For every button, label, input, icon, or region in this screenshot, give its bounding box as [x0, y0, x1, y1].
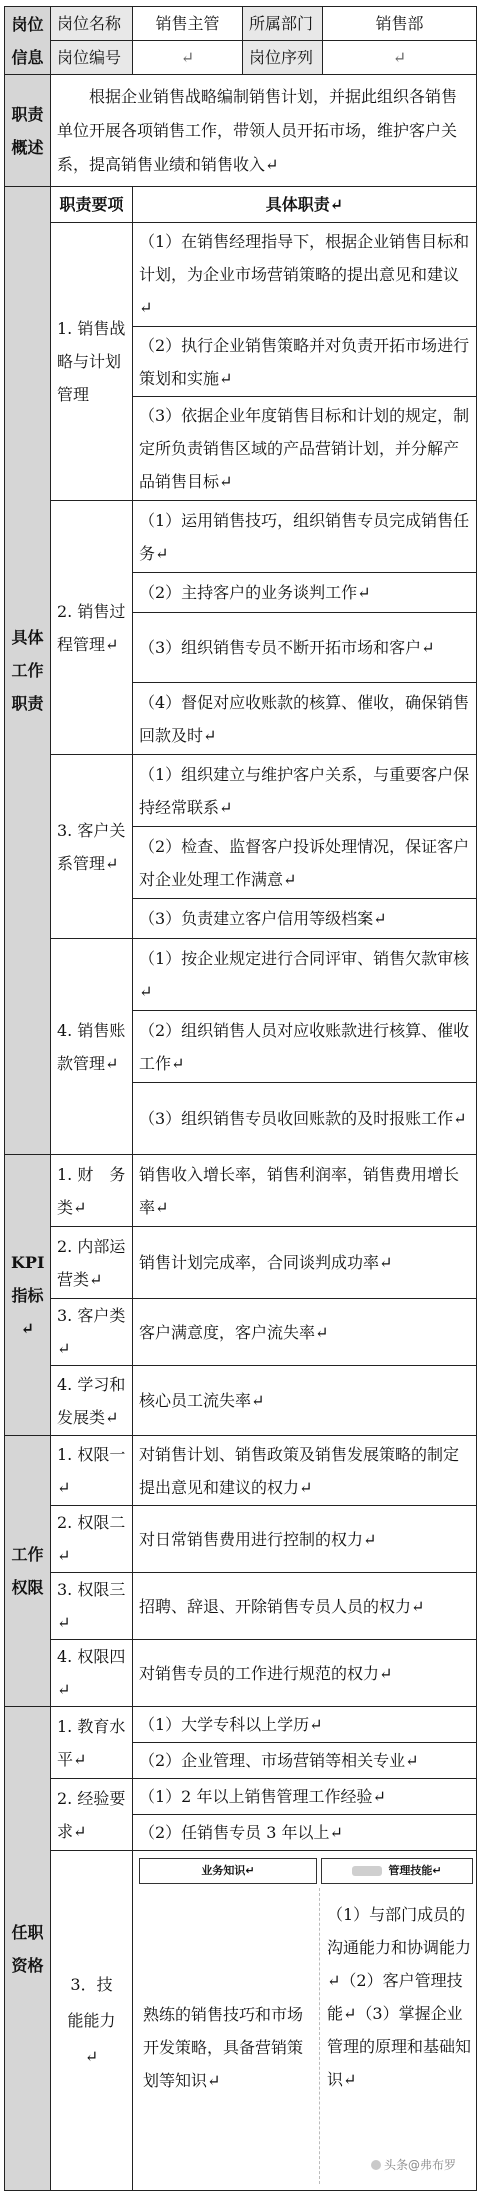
qualification-value: （1）2 年以上销售管理工作经验↵	[133, 1779, 477, 1815]
field-value: ↵	[323, 41, 477, 75]
duty-item: （3）组织销售专员收回账款的及时报账工作↵	[133, 1083, 477, 1155]
authority-key: 4. 权限四↵	[51, 1640, 133, 1707]
job-description-table	[4, 6, 477, 2191]
kpi-category: 3. 客户类↵	[51, 1299, 133, 1366]
business-knowledge-text: 熟练的销售技巧和市场开发策略，具备营销策划等知识↵	[143, 2004, 304, 2090]
blurred-mark	[352, 1866, 382, 1876]
duty-item: （1）运用销售技巧，组织销售专员完成销售任务↵	[133, 501, 477, 573]
kpi-value: 核心员工流失率↵	[133, 1366, 477, 1436]
field-value: 销售主管	[133, 7, 243, 41]
authority-value: 对销售计划、销售政策及销售发展策略的制定提出意见和建议的权力↵	[133, 1436, 477, 1506]
tab-business-knowledge: 业务知识↵	[139, 1858, 317, 1884]
kpi-category: 1. 财 务类↵	[51, 1155, 133, 1227]
field-key: 所属部门	[243, 7, 323, 41]
kpi-value: 销售收入增长率，销售利润率，销售费用增长率↵	[133, 1155, 477, 1227]
watermark: 头条@弗布罗	[371, 2149, 456, 2182]
duty-item: （2）主持客户的业务谈判工作↵	[133, 573, 477, 613]
section-label-qualification: 任职资格	[5, 1707, 51, 2191]
business-knowledge-column	[133, 1888, 320, 2184]
qualification-value: （1）大学专科以上学历↵	[133, 1707, 477, 1743]
duty-item: （2）检查、监督客户投诉处理情况，保证客户对企业处理工作满意↵	[133, 827, 477, 899]
section-label-basic: 岗位信息	[5, 7, 51, 75]
duty-item: （1）组织建立与维护客户关系，与重要客户保持经常联系↵	[133, 755, 477, 827]
tab-management-skills: 管理技能↵	[321, 1858, 473, 1884]
qualification-value: （2）任销售专员 3 年以上↵	[133, 1815, 477, 1851]
qualification-key: 1. 教育水平↵	[51, 1707, 133, 1779]
duty-item: （3）依据企业年度销售目标和计划的规定，制定所负责销售区域的产品营销计划，并分解产品销售目标↵	[133, 397, 477, 501]
duty-col-header: 具体职责↵	[133, 187, 477, 223]
kpi-category: 2. 内部运营类↵	[51, 1227, 133, 1299]
watermark-logo-icon	[371, 2160, 381, 2170]
authority-value: 招聘、辞退、开除销售专员人员的权力↵	[133, 1573, 477, 1640]
section-label-duties: 具体工作职责	[5, 187, 51, 1155]
qualification-key: 2. 经验要求↵	[51, 1779, 133, 1851]
authority-key: 3. 权限三↵	[51, 1573, 133, 1640]
authority-key: 2. 权限二↵	[51, 1506, 133, 1573]
kpi-value: 客户满意度，客户流失率↵	[133, 1299, 477, 1366]
duty-item: （1）在销售经理指导下，根据企业销售目标和计划，为企业市场营销策略的提出意见和建议↵	[133, 223, 477, 327]
skill-competency-cell	[133, 1851, 477, 2191]
authority-key: 1. 权限一↵	[51, 1436, 133, 1506]
section-label-kpi: KPI指标↵	[5, 1155, 51, 1436]
kpi-value: 销售计划完成率，合同谈判成功率↵	[133, 1227, 477, 1299]
duty-group-name: 4. 销售账款管理↵	[51, 939, 133, 1155]
authority-value: 对销售专员的工作进行规范的权力↵	[133, 1640, 477, 1707]
duty-group-name: 3. 客户关系管理↵	[51, 755, 133, 939]
duty-item: （3）组织销售专员不断开拓市场和客户↵	[133, 613, 477, 683]
field-key: 岗位名称	[51, 7, 133, 41]
duty-group-name: 2. 销售过程管理↵	[51, 501, 133, 755]
duty-col-header: 职责要项	[51, 187, 133, 223]
duty-item: （4）督促对应收账款的核算、催收，确保销售回款及时↵	[133, 683, 477, 755]
duty-item: （3）负责建立客户信用等级档案↵	[133, 899, 477, 939]
field-value: 销售部	[323, 7, 477, 41]
qualification-value: （2）企业管理、市场营销等相关专业↵	[133, 1743, 477, 1779]
kpi-category: 4. 学习和发展类↵	[51, 1366, 133, 1436]
management-skills-column	[321, 1888, 476, 2184]
field-key: 岗位序列	[243, 41, 323, 75]
field-value: ↵	[133, 41, 243, 75]
summary-text: 根据企业销售战略编制销售计划，并据此组织各销售单位开展各项销售工作，带领人员开拓市场，维护客户关系，提高销售业绩和销售收入↵	[51, 75, 477, 187]
management-skills-text: （1）与部门成员的沟通能力和协调能力↵（2）客户管理技能↵（3）掌握企业管理的原理和基础知识↵	[327, 1904, 472, 2089]
duty-group-name: 1. 销售战略与计划管理	[51, 223, 133, 501]
field-key: 岗位编号	[51, 41, 133, 75]
duty-item: （2）组织销售人员对应收账款进行核算、催收工作↵	[133, 1011, 477, 1083]
authority-value: 对日常销售费用进行控制的权力↵	[133, 1506, 477, 1573]
section-label-summary: 职责概述	[5, 75, 51, 187]
duty-item: （2）执行企业销售策略并对负责开拓市场进行策划和实施↵	[133, 327, 477, 397]
qualification-key: 3．技能能力↵	[51, 1851, 133, 2191]
section-label-authority: 工作权限	[5, 1436, 51, 1707]
duty-item: （1）按企业规定进行合同评审、销售欠款审核↵	[133, 939, 477, 1011]
